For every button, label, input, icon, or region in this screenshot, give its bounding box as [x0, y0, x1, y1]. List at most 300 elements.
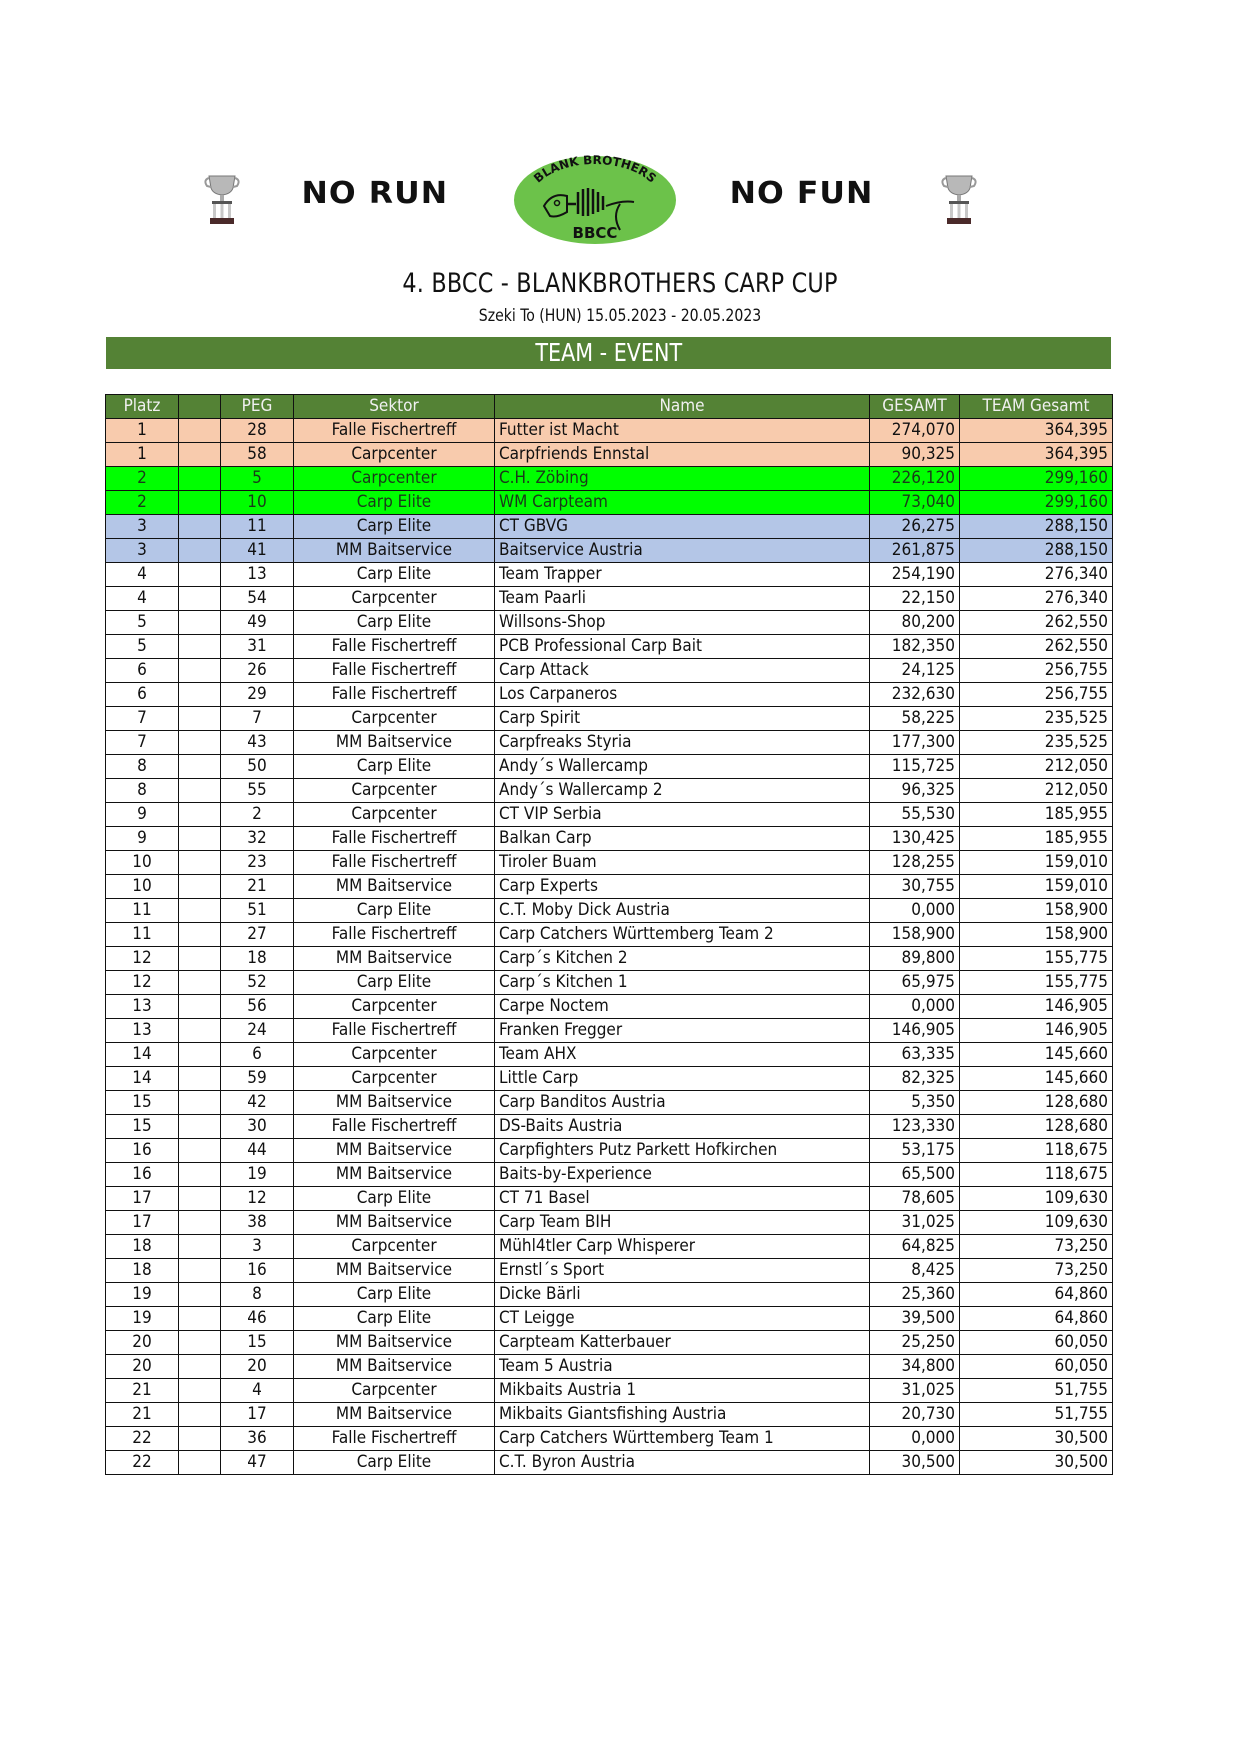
team-gesamt-cell: 299,160 [960, 491, 1113, 515]
team-gesamt-cell: 235,525 [960, 731, 1113, 755]
sektor-cell: Carpcenter [294, 1235, 495, 1259]
table-row [106, 827, 1113, 851]
team-gesamt-cell: 30,500 [960, 1427, 1113, 1451]
gesamt-cell: 78,605 [870, 1187, 960, 1211]
sektor-cell: Falle Fischertreff [294, 923, 495, 947]
peg-cell: 8 [221, 1283, 294, 1307]
name-cell: Carp Banditos Austria [495, 1091, 870, 1115]
name-cell: WM Carpteam [495, 491, 870, 515]
sektor-cell: MM Baitservice [294, 1259, 495, 1283]
name-cell: CT VIP Serbia [495, 803, 870, 827]
platz-cell: 4 [106, 587, 179, 611]
blank-cell [179, 659, 221, 683]
svg-text:BLANK BROTHERS: BLANK BROTHERS [531, 154, 659, 186]
peg-cell: 5 [221, 467, 294, 491]
sektor-cell: MM Baitservice [294, 1139, 495, 1163]
gesamt-cell: 31,025 [870, 1211, 960, 1235]
sektor-cell: Falle Fischertreff [294, 1427, 495, 1451]
svg-text:BBCC: BBCC [572, 224, 618, 242]
table-row [106, 1451, 1113, 1475]
team-gesamt-cell: 60,050 [960, 1355, 1113, 1379]
platz-cell: 2 [106, 491, 179, 515]
header-banner [0, 150, 1240, 250]
name-cell: C.T. Moby Dick Austria [495, 899, 870, 923]
name-cell: Andy´s Wallercamp [495, 755, 870, 779]
name-cell: C.T. Byron Austria [495, 1451, 870, 1475]
platz-cell: 16 [106, 1163, 179, 1187]
peg-cell: 59 [221, 1067, 294, 1091]
blank-cell [179, 611, 221, 635]
peg-cell: 58 [221, 443, 294, 467]
name-cell: Carp´s Kitchen 2 [495, 947, 870, 971]
sektor-cell: Falle Fischertreff [294, 635, 495, 659]
name-cell: CT 71 Basel [495, 1187, 870, 1211]
team-gesamt-cell: 212,050 [960, 755, 1113, 779]
team-gesamt-cell: 299,160 [960, 467, 1113, 491]
sektor-cell: MM Baitservice [294, 1091, 495, 1115]
table-row [106, 563, 1113, 587]
name-cell: Tiroler Buam [495, 851, 870, 875]
peg-cell: 41 [221, 539, 294, 563]
platz-cell: 2 [106, 467, 179, 491]
platz-cell: 19 [106, 1307, 179, 1331]
blank-cell [179, 1139, 221, 1163]
name-cell: Andy´s Wallercamp 2 [495, 779, 870, 803]
blank-cell [179, 1115, 221, 1139]
table-row [106, 1115, 1113, 1139]
gesamt-cell: 90,325 [870, 443, 960, 467]
blank-cell [179, 995, 221, 1019]
sektor-cell: Carp Elite [294, 1451, 495, 1475]
peg-cell: 42 [221, 1091, 294, 1115]
platz-cell: 10 [106, 851, 179, 875]
sektor-cell: Carpcenter [294, 587, 495, 611]
gesamt-cell: 226,120 [870, 467, 960, 491]
team-gesamt-cell: 159,010 [960, 851, 1113, 875]
name-cell: CT Leigge [495, 1307, 870, 1331]
platz-cell: 1 [106, 419, 179, 443]
name-cell: Carp Catchers Württemberg Team 2 [495, 923, 870, 947]
platz-cell: 20 [106, 1331, 179, 1355]
platz-cell: 22 [106, 1451, 179, 1475]
team-gesamt-cell: 256,755 [960, 683, 1113, 707]
blank-cell [179, 443, 221, 467]
table-row [106, 1139, 1113, 1163]
blank-cell [179, 587, 221, 611]
peg-cell: 46 [221, 1307, 294, 1331]
platz-cell: 4 [106, 563, 179, 587]
platz-cell: 1 [106, 443, 179, 467]
blank-cell [179, 1355, 221, 1379]
name-cell: Los Carpaneros [495, 683, 870, 707]
gesamt-cell: 146,905 [870, 1019, 960, 1043]
sektor-cell: Carpcenter [294, 995, 495, 1019]
blank-cell [179, 1379, 221, 1403]
peg-cell: 30 [221, 1115, 294, 1139]
peg-cell: 32 [221, 827, 294, 851]
blank-cell [179, 1451, 221, 1475]
platz-cell: 17 [106, 1187, 179, 1211]
peg-cell: 44 [221, 1139, 294, 1163]
platz-cell: 5 [106, 635, 179, 659]
platz-cell: 11 [106, 899, 179, 923]
gesamt-cell: 274,070 [870, 419, 960, 443]
blank-cell [179, 731, 221, 755]
results-table [105, 394, 1113, 1475]
team-gesamt-cell: 262,550 [960, 611, 1113, 635]
blank-cell [179, 1403, 221, 1427]
gesamt-cell: 65,500 [870, 1163, 960, 1187]
name-cell: Balkan Carp [495, 827, 870, 851]
gesamt-cell: 182,350 [870, 635, 960, 659]
team-gesamt-cell: 158,900 [960, 899, 1113, 923]
peg-cell: 16 [221, 1259, 294, 1283]
name-cell: Carpteam Katterbauer [495, 1331, 870, 1355]
peg-cell: 20 [221, 1355, 294, 1379]
name-cell: Team Trapper [495, 563, 870, 587]
peg-cell: 26 [221, 659, 294, 683]
table-header-row [106, 395, 1113, 419]
table-row [106, 419, 1113, 443]
team-gesamt-cell: 73,250 [960, 1235, 1113, 1259]
platz-cell: 14 [106, 1067, 179, 1091]
platz-cell: 11 [106, 923, 179, 947]
team-gesamt-cell: 212,050 [960, 779, 1113, 803]
table-row [106, 1403, 1113, 1427]
gesamt-cell: 20,730 [870, 1403, 960, 1427]
platz-cell: 3 [106, 515, 179, 539]
team-gesamt-cell: 155,775 [960, 971, 1113, 995]
blank-cell [179, 1067, 221, 1091]
blank-cell [179, 419, 221, 443]
name-cell: Team AHX [495, 1043, 870, 1067]
table-row [106, 1163, 1113, 1187]
name-cell: Franken Fregger [495, 1019, 870, 1043]
table-row [106, 611, 1113, 635]
sektor-cell: Carpcenter [294, 1067, 495, 1091]
slogan-right: NO FUN [729, 176, 874, 211]
platz-cell: 15 [106, 1115, 179, 1139]
team-gesamt-cell: 159,010 [960, 875, 1113, 899]
name-cell: Little Carp [495, 1067, 870, 1091]
blank-cell [179, 1091, 221, 1115]
peg-cell: 7 [221, 707, 294, 731]
col-blank [179, 395, 221, 419]
team-gesamt-cell: 51,755 [960, 1403, 1113, 1427]
gesamt-cell: 261,875 [870, 539, 960, 563]
gesamt-cell: 25,250 [870, 1331, 960, 1355]
table-row [106, 1211, 1113, 1235]
blank-cell [179, 491, 221, 515]
table-row [106, 851, 1113, 875]
blank-cell [179, 1283, 221, 1307]
sektor-cell: Carpcenter [294, 443, 495, 467]
platz-cell: 18 [106, 1259, 179, 1283]
gesamt-cell: 65,975 [870, 971, 960, 995]
peg-cell: 36 [221, 1427, 294, 1451]
section-title: TEAM - EVENT [535, 338, 682, 367]
sektor-cell: Carpcenter [294, 707, 495, 731]
sektor-cell: Carpcenter [294, 467, 495, 491]
table-row [106, 659, 1113, 683]
sektor-cell: Carp Elite [294, 1283, 495, 1307]
team-gesamt-cell: 51,755 [960, 1379, 1113, 1403]
peg-cell: 56 [221, 995, 294, 1019]
sektor-cell: Falle Fischertreff [294, 1019, 495, 1043]
peg-cell: 13 [221, 563, 294, 587]
sektor-cell: Carpcenter [294, 1043, 495, 1067]
sektor-cell: Carp Elite [294, 491, 495, 515]
peg-cell: 54 [221, 587, 294, 611]
peg-cell: 3 [221, 1235, 294, 1259]
trophy-icon [940, 172, 978, 226]
name-cell: Mikbaits Austria 1 [495, 1379, 870, 1403]
platz-cell: 14 [106, 1043, 179, 1067]
peg-cell: 43 [221, 731, 294, 755]
team-gesamt-cell: 64,860 [960, 1283, 1113, 1307]
gesamt-cell: 25,360 [870, 1283, 960, 1307]
peg-cell: 24 [221, 1019, 294, 1043]
table-row [106, 875, 1113, 899]
table-row [106, 755, 1113, 779]
name-cell: Mühl4tler Carp Whisperer [495, 1235, 870, 1259]
gesamt-cell: 0,000 [870, 1427, 960, 1451]
blank-cell [179, 899, 221, 923]
name-cell: Carp Spirit [495, 707, 870, 731]
peg-cell: 12 [221, 1187, 294, 1211]
table-row [106, 1067, 1113, 1091]
platz-cell: 7 [106, 731, 179, 755]
name-cell: Carpfighters Putz Parkett Hofkirchen [495, 1139, 870, 1163]
gesamt-cell: 0,000 [870, 995, 960, 1019]
name-cell: Carp Team BIH [495, 1211, 870, 1235]
team-gesamt-cell: 364,395 [960, 443, 1113, 467]
sektor-cell: Carpcenter [294, 803, 495, 827]
blank-cell [179, 827, 221, 851]
table-row [106, 1091, 1113, 1115]
col-peg: PEG [221, 395, 294, 419]
gesamt-cell: 232,630 [870, 683, 960, 707]
name-cell: Dicke Bärli [495, 1283, 870, 1307]
sektor-cell: Carp Elite [294, 899, 495, 923]
name-cell: Carpfriends Ennstal [495, 443, 870, 467]
sektor-cell: Falle Fischertreff [294, 827, 495, 851]
platz-cell: 7 [106, 707, 179, 731]
col-team-gesamt: TEAM Gesamt [960, 395, 1113, 419]
section-header [106, 337, 1111, 369]
sektor-cell: MM Baitservice [294, 731, 495, 755]
name-cell: Baitservice Austria [495, 539, 870, 563]
blank-cell [179, 923, 221, 947]
table-row [106, 1187, 1113, 1211]
table-row [106, 1355, 1113, 1379]
name-cell: C.H. Zöbing [495, 467, 870, 491]
peg-cell: 52 [221, 971, 294, 995]
sektor-cell: Falle Fischertreff [294, 683, 495, 707]
col-gesamt: GESAMT [870, 395, 960, 419]
team-gesamt-cell: 288,150 [960, 539, 1113, 563]
table-row [106, 1259, 1113, 1283]
gesamt-cell: 82,325 [870, 1067, 960, 1091]
team-gesamt-cell: 155,775 [960, 947, 1113, 971]
blank-cell [179, 971, 221, 995]
blank-cell [179, 779, 221, 803]
sektor-cell: Falle Fischertreff [294, 659, 495, 683]
sektor-cell: Carp Elite [294, 611, 495, 635]
gesamt-cell: 55,530 [870, 803, 960, 827]
table-row [106, 539, 1113, 563]
gesamt-cell: 30,755 [870, 875, 960, 899]
name-cell: Baits-by-Experience [495, 1163, 870, 1187]
gesamt-cell: 31,025 [870, 1379, 960, 1403]
blank-cell [179, 683, 221, 707]
table-row [106, 923, 1113, 947]
platz-cell: 17 [106, 1211, 179, 1235]
peg-cell: 29 [221, 683, 294, 707]
blank-cell [179, 539, 221, 563]
gesamt-cell: 0,000 [870, 899, 960, 923]
sektor-cell: MM Baitservice [294, 947, 495, 971]
team-gesamt-cell: 145,660 [960, 1067, 1113, 1091]
gesamt-cell: 123,330 [870, 1115, 960, 1139]
sektor-cell: MM Baitservice [294, 1331, 495, 1355]
blank-cell [179, 1211, 221, 1235]
table-row [106, 971, 1113, 995]
peg-cell: 23 [221, 851, 294, 875]
table-row [106, 779, 1113, 803]
team-gesamt-cell: 145,660 [960, 1043, 1113, 1067]
peg-cell: 50 [221, 755, 294, 779]
peg-cell: 18 [221, 947, 294, 971]
team-gesamt-cell: 118,675 [960, 1139, 1113, 1163]
gesamt-cell: 96,325 [870, 779, 960, 803]
table-row [106, 947, 1113, 971]
name-cell: Carpe Noctem [495, 995, 870, 1019]
peg-cell: 55 [221, 779, 294, 803]
blank-cell [179, 1187, 221, 1211]
blank-cell [179, 1427, 221, 1451]
sektor-cell: Falle Fischertreff [294, 1115, 495, 1139]
sektor-cell: MM Baitservice [294, 875, 495, 899]
platz-cell: 20 [106, 1355, 179, 1379]
peg-cell: 15 [221, 1331, 294, 1355]
platz-cell: 19 [106, 1283, 179, 1307]
name-cell: PCB Professional Carp Bait [495, 635, 870, 659]
col-platz: Platz [106, 395, 179, 419]
blank-cell [179, 1307, 221, 1331]
team-gesamt-cell: 158,900 [960, 923, 1113, 947]
team-gesamt-cell: 276,340 [960, 587, 1113, 611]
sektor-cell: Falle Fischertreff [294, 419, 495, 443]
platz-cell: 22 [106, 1427, 179, 1451]
gesamt-cell: 177,300 [870, 731, 960, 755]
platz-cell: 10 [106, 875, 179, 899]
blank-cell [179, 563, 221, 587]
gesamt-cell: 64,825 [870, 1235, 960, 1259]
team-gesamt-cell: 128,680 [960, 1115, 1113, 1139]
table-row [106, 1427, 1113, 1451]
team-gesamt-cell: 262,550 [960, 635, 1113, 659]
blank-cell [179, 635, 221, 659]
platz-cell: 9 [106, 827, 179, 851]
team-gesamt-cell: 146,905 [960, 1019, 1113, 1043]
table-row [106, 1307, 1113, 1331]
gesamt-cell: 5,350 [870, 1091, 960, 1115]
peg-cell: 17 [221, 1403, 294, 1427]
peg-cell: 6 [221, 1043, 294, 1067]
team-gesamt-cell: 185,955 [960, 803, 1113, 827]
peg-cell: 21 [221, 875, 294, 899]
table-row [106, 731, 1113, 755]
blank-cell [179, 1163, 221, 1187]
gesamt-cell: 80,200 [870, 611, 960, 635]
team-gesamt-cell: 256,755 [960, 659, 1113, 683]
name-cell: Futter ist Macht [495, 419, 870, 443]
slogan-left: NO RUN [301, 176, 449, 211]
blank-cell [179, 1043, 221, 1067]
sektor-cell: Carp Elite [294, 563, 495, 587]
gesamt-cell: 128,255 [870, 851, 960, 875]
blank-cell [179, 1331, 221, 1355]
gesamt-cell: 89,800 [870, 947, 960, 971]
platz-cell: 5 [106, 611, 179, 635]
gesamt-cell: 63,335 [870, 1043, 960, 1067]
table-row [106, 707, 1113, 731]
team-gesamt-cell: 235,525 [960, 707, 1113, 731]
name-cell: Carp Catchers Württemberg Team 1 [495, 1427, 870, 1451]
table-row [106, 683, 1113, 707]
team-gesamt-cell: 364,395 [960, 419, 1113, 443]
sektor-cell: MM Baitservice [294, 1355, 495, 1379]
gesamt-cell: 39,500 [870, 1307, 960, 1331]
team-gesamt-cell: 109,630 [960, 1187, 1113, 1211]
name-cell: Team 5 Austria [495, 1355, 870, 1379]
sektor-cell: Carp Elite [294, 1307, 495, 1331]
bbcc-logo [512, 154, 678, 246]
name-cell: Ernstl´s Sport [495, 1259, 870, 1283]
sektor-cell: Carp Elite [294, 1187, 495, 1211]
name-cell: Carp´s Kitchen 1 [495, 971, 870, 995]
platz-cell: 9 [106, 803, 179, 827]
blank-cell [179, 1235, 221, 1259]
table-row [106, 995, 1113, 1019]
peg-cell: 2 [221, 803, 294, 827]
name-cell: Carp Attack [495, 659, 870, 683]
table-row [106, 635, 1113, 659]
col-sektor: Sektor [294, 395, 495, 419]
gesamt-cell: 254,190 [870, 563, 960, 587]
platz-cell: 12 [106, 971, 179, 995]
sektor-cell: Carp Elite [294, 755, 495, 779]
table-row [106, 467, 1113, 491]
blank-cell [179, 467, 221, 491]
blank-cell [179, 851, 221, 875]
team-gesamt-cell: 146,905 [960, 995, 1113, 1019]
team-gesamt-cell: 73,250 [960, 1259, 1113, 1283]
platz-cell: 16 [106, 1139, 179, 1163]
table-row [106, 803, 1113, 827]
sektor-cell: MM Baitservice [294, 539, 495, 563]
gesamt-cell: 30,500 [870, 1451, 960, 1475]
gesamt-cell: 8,425 [870, 1259, 960, 1283]
platz-cell: 13 [106, 995, 179, 1019]
table-row [106, 1331, 1113, 1355]
peg-cell: 11 [221, 515, 294, 539]
blank-cell [179, 707, 221, 731]
sektor-cell: Falle Fischertreff [294, 851, 495, 875]
platz-cell: 6 [106, 683, 179, 707]
gesamt-cell: 115,725 [870, 755, 960, 779]
